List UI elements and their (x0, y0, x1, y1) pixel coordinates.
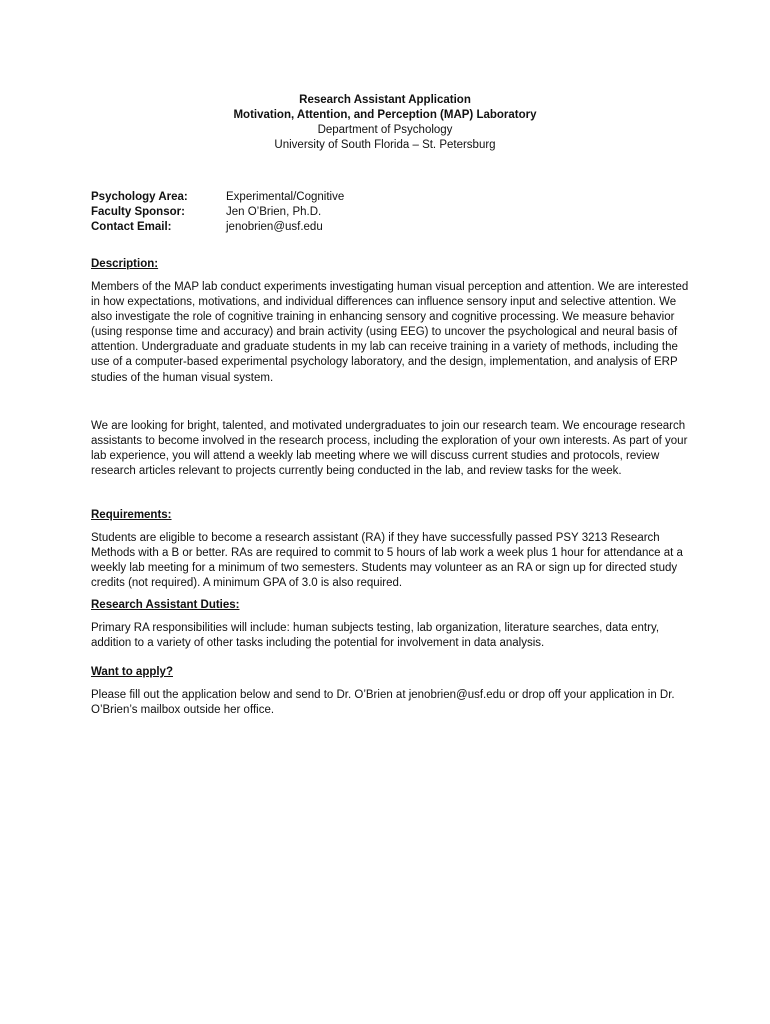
requirements-heading: Requirements: (91, 509, 172, 521)
duties-paragraph: Primary RA responsibilities will include: human subjects testing, lab organization, literature searches, data entry, addition to a variety of other tasks including the potential for involvement in data analysis. (91, 622, 660, 650)
description-heading: Description: (91, 258, 159, 270)
apply-paragraph: Please fill out the application below and send to Dr. O’Brien at jenobrien@usf.edu or drop off your application in Dr. O’Brien’s mailbox outside her office. (91, 689, 675, 717)
requirements-paragraph: Students are eligible to become a research assistant (RA) if they have successfully passed PSY 3213 Research Methods with a B or better. RAs are required to commit to 5 hours of lab work a week plus 1 hour for attendance at a weekly lab meeting for a minimum of two semesters. Students may volunteer as an RA or sign up for directed study credits (not required). A minimum GPA of 3.0 is also required. (91, 532, 683, 590)
document-header (0, 93, 770, 153)
duties-heading: Research Assistant Duties: (91, 599, 240, 611)
info-row-area (91, 190, 344, 205)
area-label: Psychology Area: (91, 191, 188, 203)
info-row-sponsor (91, 205, 344, 220)
university-name: University of South Florida – St. Petersburg (274, 139, 496, 151)
department-name: Department of Psychology (317, 124, 453, 136)
area-value: Experimental/Cognitive (226, 191, 345, 203)
info-block (91, 190, 344, 235)
sponsor-value: Jen O’Brien, Ph.D. (226, 206, 322, 218)
apply-heading: Want to apply? (91, 666, 173, 678)
description-paragraph-2: We are looking for bright, talented, and motivated undergraduates to join our research team. We encourage research assistants to become involved in the research process, including the exploration of your own interests. As part of your lab experience, you will attend a weekly lab meeting where we will discuss current studies and protocols, review research articles relevant to projects currently being conducted in the lab, and review tasks for the week. (91, 420, 688, 478)
document-title: Research Assistant Application (299, 94, 471, 106)
info-row-email (91, 220, 344, 235)
email-label: Contact Email: (91, 221, 172, 233)
lab-name: Motivation, Attention, and Perception (MAP) Laboratory (233, 109, 537, 121)
email-value: jenobrien@usf.edu (226, 221, 323, 233)
description-paragraph-1: Members of the MAP lab conduct experiments investigating human visual perception and attention. We are interested in how expectations, motivations, and individual differences can influence sensory input and selective attention. We also investigate the role of cognitive training in enhancing sensory and cognitive processing. We measure behavior (using response time and accuracy) and brain activity (using EEG) to uncover the psychological and neural basis of attention. Undergraduate and graduate students in my lab can receive training in a variety of methods, including the use of a computer-based experimental psychology laboratory, and the design, implementation, and analysis of ERP studies of the human visual system. (91, 281, 689, 384)
sponsor-label: Faculty Sponsor: (91, 206, 185, 218)
